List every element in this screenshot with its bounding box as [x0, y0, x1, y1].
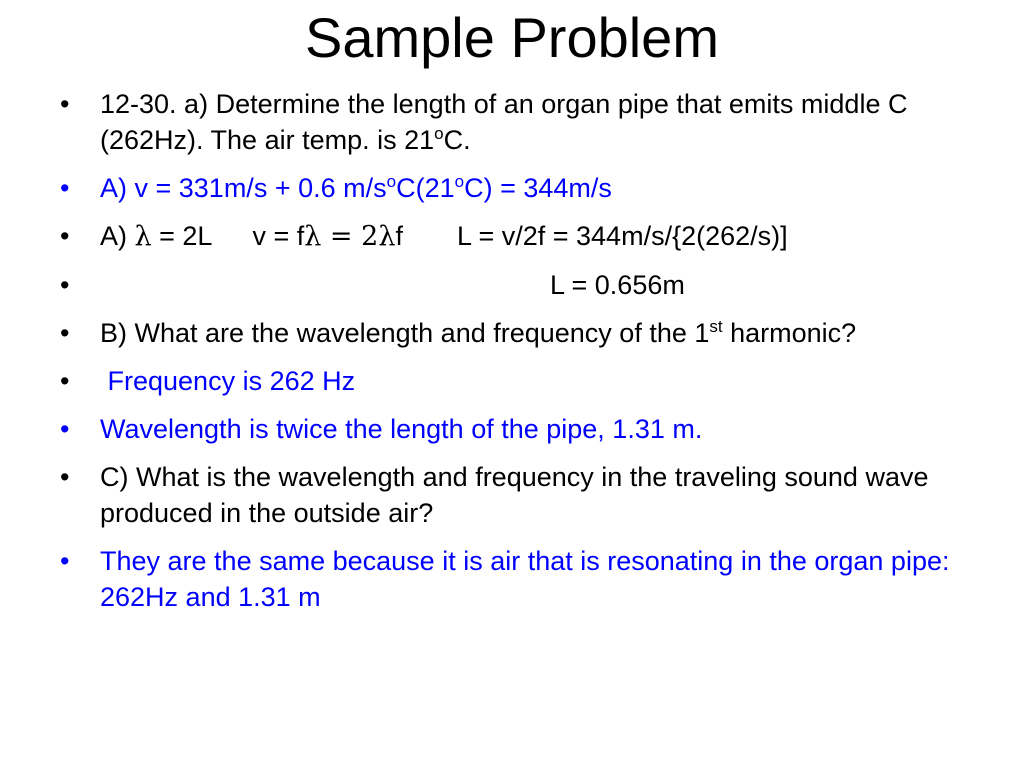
- ordinal-superscript: st: [709, 317, 723, 336]
- bullet-dot: •: [60, 270, 70, 300]
- question-a-unit: C.: [443, 125, 471, 155]
- formula-f: f: [395, 221, 403, 251]
- degree-superscript: o: [386, 172, 397, 191]
- bullet-question-c: [0, 459, 1024, 531]
- bullet-dot: •: [60, 318, 70, 348]
- question-c-text: C) What is the wavelength and frequency in the traveling sound wave produced in the outside air?: [100, 462, 929, 528]
- answer-frequency-text: Frequency is 262 Hz: [100, 366, 356, 396]
- bullet-list: [0, 86, 1024, 627]
- slide-title: Sample Problem: [305, 6, 719, 69]
- question-b-text: B) What are the wavelength and frequency of the 1: [100, 318, 710, 348]
- bullet-question-b: [0, 315, 1024, 351]
- bullet-answer-wavelength: [0, 411, 1024, 447]
- bullet-dot: •: [60, 414, 70, 444]
- lambda-relation: λ = 2λ: [304, 221, 396, 252]
- question-b-text-end: harmonic?: [722, 318, 857, 348]
- bullet-dot: •: [60, 462, 70, 492]
- bullet-question-a: [0, 86, 1024, 158]
- bullet-length-formula: [0, 218, 1024, 255]
- bullet-dot: •: [60, 173, 70, 203]
- bullet-dot: •: [60, 366, 70, 396]
- formula-lambda-eq: = 2L: [151, 221, 213, 251]
- degree-superscript: o: [434, 124, 444, 143]
- speed-formula-part3: C) = 344m/s: [464, 173, 612, 203]
- speed-formula-part1: A) v = 331m/s + 0.6 m/s: [100, 173, 387, 203]
- bullet-answer-c: [0, 543, 1024, 615]
- bullet-dot: •: [60, 546, 70, 576]
- answer-wavelength-text: Wavelength is twice the length of the pipe, 1.31 m.: [100, 414, 703, 444]
- formula-v: v = f: [252, 221, 305, 251]
- bullet-answer-frequency: [0, 363, 1024, 399]
- lambda-symbol: λ: [134, 221, 152, 252]
- bullet-answer-speed: [0, 170, 1024, 206]
- question-a-text: 12-30. a) Determine the length of an organ pipe that emits middle C (262Hz). The air temp. is 21: [100, 89, 908, 155]
- length-result: L = 0.656m: [550, 270, 685, 300]
- formula-prefix: A): [100, 221, 135, 251]
- bullet-dot: •: [60, 89, 70, 119]
- bullet-dot: •: [60, 221, 70, 251]
- answer-c-text: They are the same because it is air that is resonating in the organ pipe: 262Hz and 1.31 m: [100, 546, 950, 612]
- speed-formula-part2: C(21: [396, 173, 455, 203]
- formula-length: L = v/2f = 344m/s/{2(262/s)]: [456, 221, 788, 251]
- bullet-length-result: [0, 267, 1024, 303]
- degree-superscript: o: [454, 172, 465, 191]
